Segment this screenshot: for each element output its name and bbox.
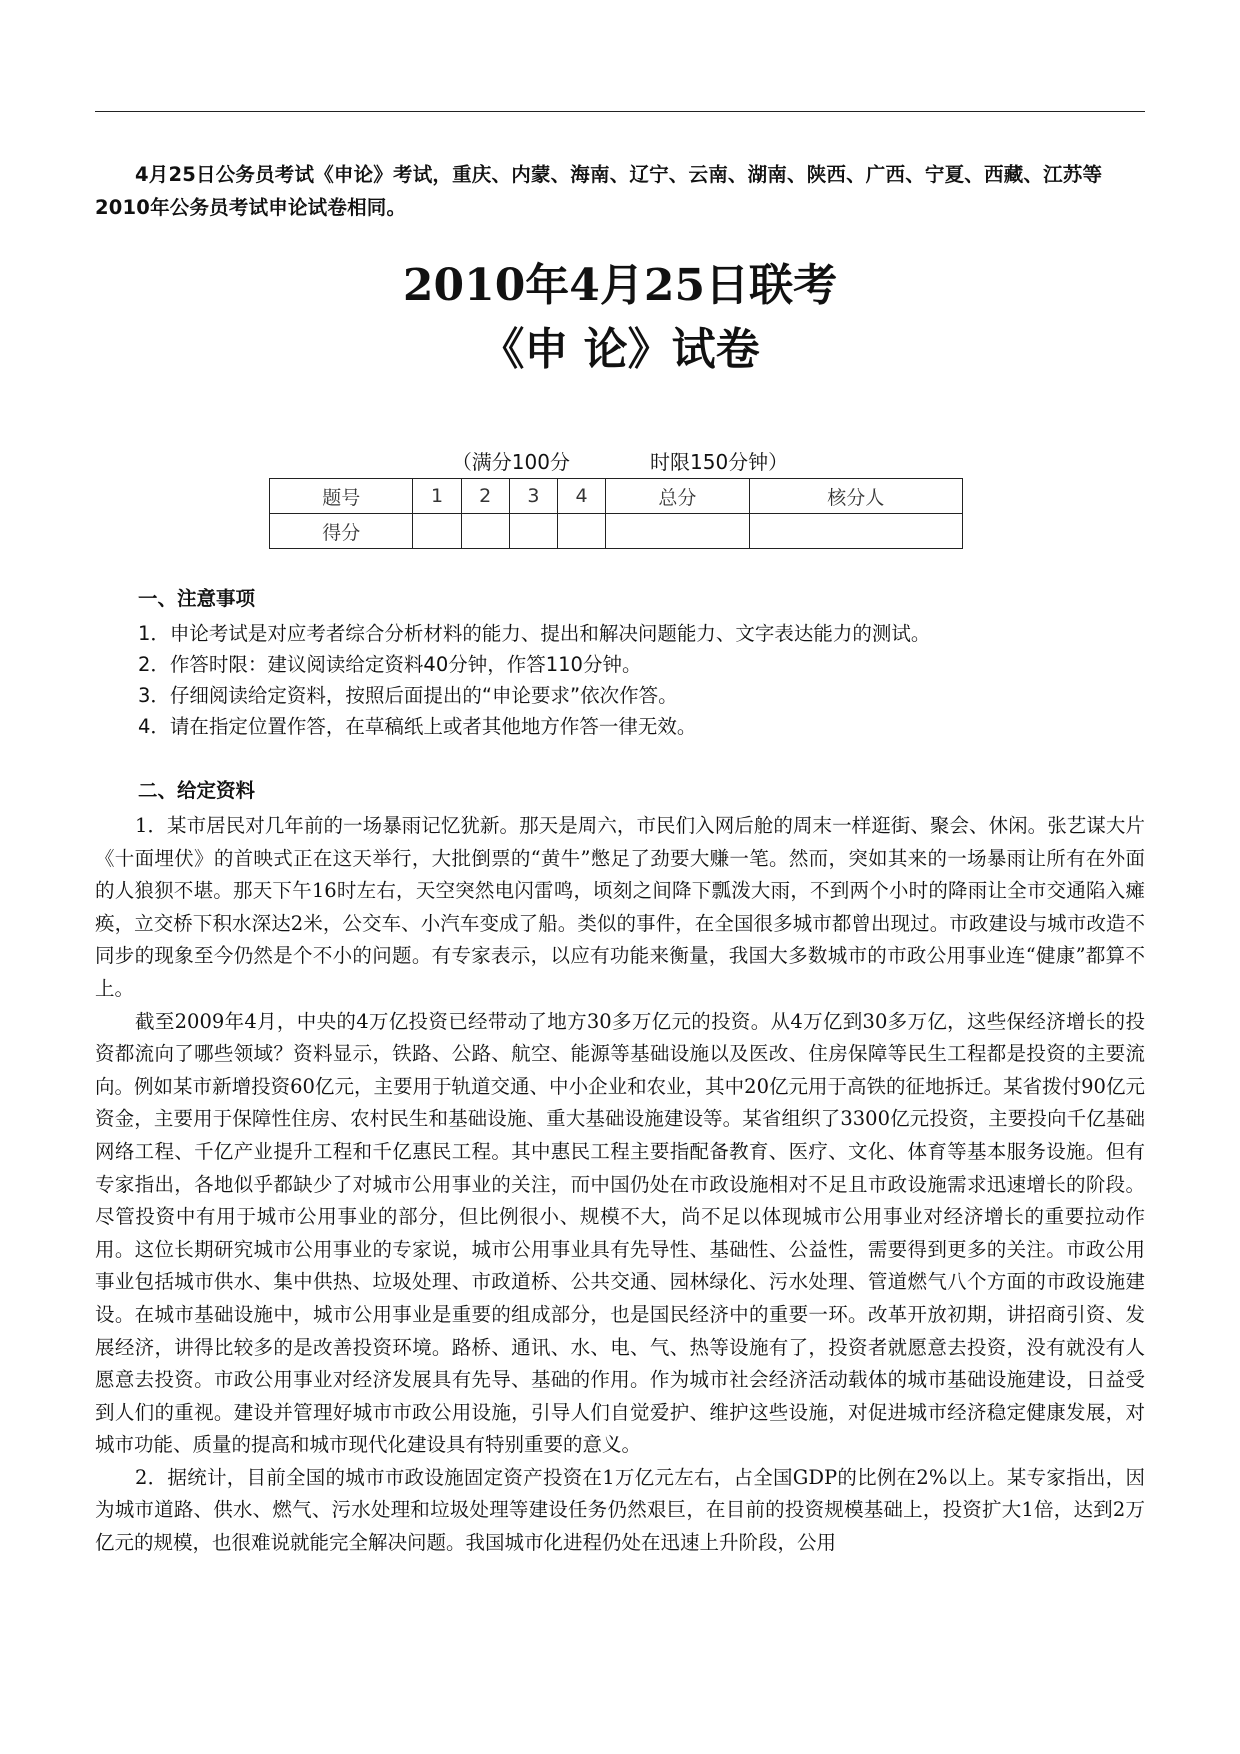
materials-heading: 二、给定资料 — [138, 779, 256, 802]
score-header-cell: 总分 — [606, 479, 749, 514]
material-paragraph: 2．据统计，目前全国的城市市政设施固定资产投资在1万亿元左右，占全国GDP的比例在2%以上。某专家指出，因为城市道路、供水、燃气、污水处理和垃圾处理等建设任务仍然艰巨，在目前的投资规模基础上，投资扩大1倍，达到2万亿元的规模，也很难说就能完全解决问题。我国城市化进程仍处在迅速上升阶段，公用 — [95, 1465, 1145, 1555]
score-header-cell: 2 — [461, 479, 509, 514]
header-rule — [95, 111, 1145, 112]
exam-title: 2010年4月25日联考 — [402, 260, 838, 311]
materials-body — [95, 810, 1145, 1560]
score-header-cell: 3 — [509, 479, 557, 514]
material-paragraph: 截至2009年4月，中央的4万亿投资已经带动了地方30多万亿元的投资。从4万亿到30多万亿，这些保经济增长的投资都流向了哪些领域？资料显示，铁路、公路、航空、能源等基础设施以及医改、住房保障等民生工程都是投资的主要流向。例如某市新增投资60亿元，主要用于轨道交通、中小企业和农业，其中20亿元用于高铁的征地拆迁。某省拨付90亿元资金，主要用于保障性住房、农村民生和基础设施、重大基础设施建设等。某省组织了3300亿元投资，主要投向千亿基础网络工程、千亿产业提升工程和千亿惠民工程。其中惠民工程主要指配备教育、医疗、文化、体育等基本服务设施。但有专家指出，各地似乎都缺少了对城市公用事业的关注，而中国仍处在市政设施相对不足且市政设施需求迅速增长的阶段。尽管投资中有用于城市公用事业的部分，但比例很小、规模不大，尚不足以体现城市公用事业对经济增长的重要拉动作用。这位长期研究城市公用事业的专家说，城市公用事业具有先导性、基础性、公益性，需要得到更多的关注。市政公用事业包括城市供水、集中供热、垃圾处理、市政道桥、公共交通、园林绿化、污水处理、管道燃气八个方面的市政设施建设。在城市基础设施中，城市公用事业是重要的组成部分，也是国民经济中的重要一环。改革开放初期，讲招商引资、发展经济，讲得比较多的是改善投资环境。路桥、通讯、水、电、气、热等设施有了，投资者就愿意去投资，没有就没有人愿意去投资。市政公用事业对经济发展具有先导、基础的作用。作为城市社会经济活动载体的城市基础设施建设，日益受到人们的重视。建设并管理好城市市政公用设施，引导人们自觉爱护、维护这些设施，对促进城市经济稳定健康发展，对城市功能、质量的提高和城市现代化建设具有特别重要的意义。 — [95, 1009, 1145, 1457]
time-limit-label: 时限150分钟） — [650, 450, 789, 474]
score-table-header-row — [270, 479, 963, 514]
notes-item: 2．作答时限：建议阅读给定资料40分钟，作答110分钟。 — [138, 653, 642, 676]
notes-item: 4．请在指定位置作答，在草稿纸上或者其他地方作答一律无效。 — [138, 715, 697, 738]
score-header-cell: 核分人 — [749, 479, 962, 514]
score-cell — [749, 514, 962, 549]
intro-note: 4月25日公务员考试《申论》考试，重庆、内蒙、海南、辽宁、云南、湖南、陕西、广西、宁夏、西藏、江苏等2010年公务员考试申论试卷相同。 — [95, 163, 1103, 219]
material-paragraph: 1．某市居民对几年前的一场暴雨记忆犹新。那天是周六，市民们入网后舱的周末一样逛街、聚会、休闲。张艺谋大片《十面埋伏》的首映式正在这天举行，大批倒票的“黄牛”憋足了劲要大赚一笔。然而，突如其来的一场暴雨让所有在外面的人狼狈不堪。那天下午16时左右，天空突然电闪雷鸣，顷刻之间降下瓢泼大雨，不到两个小时的降雨让全市交通陷入瘫痪，立交桥下积水深达2米，公交车、小汽车变成了船。类似的事件，在全国很多城市都曾出现过。市政建设与城市改造不同步的现象至今仍然是个不小的问题。有专家表示，以应有功能来衡量，我国大多数城市的市政公用事业连“健康”都算不上。 — [95, 814, 1145, 1000]
notes-list — [138, 618, 930, 742]
score-cell — [413, 514, 461, 549]
score-time-note — [0, 449, 1240, 475]
notes-heading: 一、注意事项 — [138, 587, 256, 610]
score-header-cell: 1 — [413, 479, 461, 514]
full-score-label: （满分100分 — [451, 450, 570, 474]
notes-item: 1．申论考试是对应考者综合分析材料的能力、提出和解决问题能力、文字表达能力的测试。 — [138, 622, 931, 645]
score-row-label: 得分 — [270, 514, 413, 549]
notes-item: 3．仔细阅读给定资料，按照后面提出的“申论要求”依次作答。 — [138, 684, 678, 707]
exam-subtitle: 《申 论》试卷 — [480, 324, 760, 375]
score-cell — [509, 514, 557, 549]
score-table — [269, 478, 963, 549]
score-cell — [557, 514, 605, 549]
score-table-score-row — [270, 514, 963, 549]
score-cell — [606, 514, 749, 549]
score-cell — [461, 514, 509, 549]
score-header-cell: 4 — [557, 479, 605, 514]
score-header-cell: 题号 — [270, 479, 413, 514]
